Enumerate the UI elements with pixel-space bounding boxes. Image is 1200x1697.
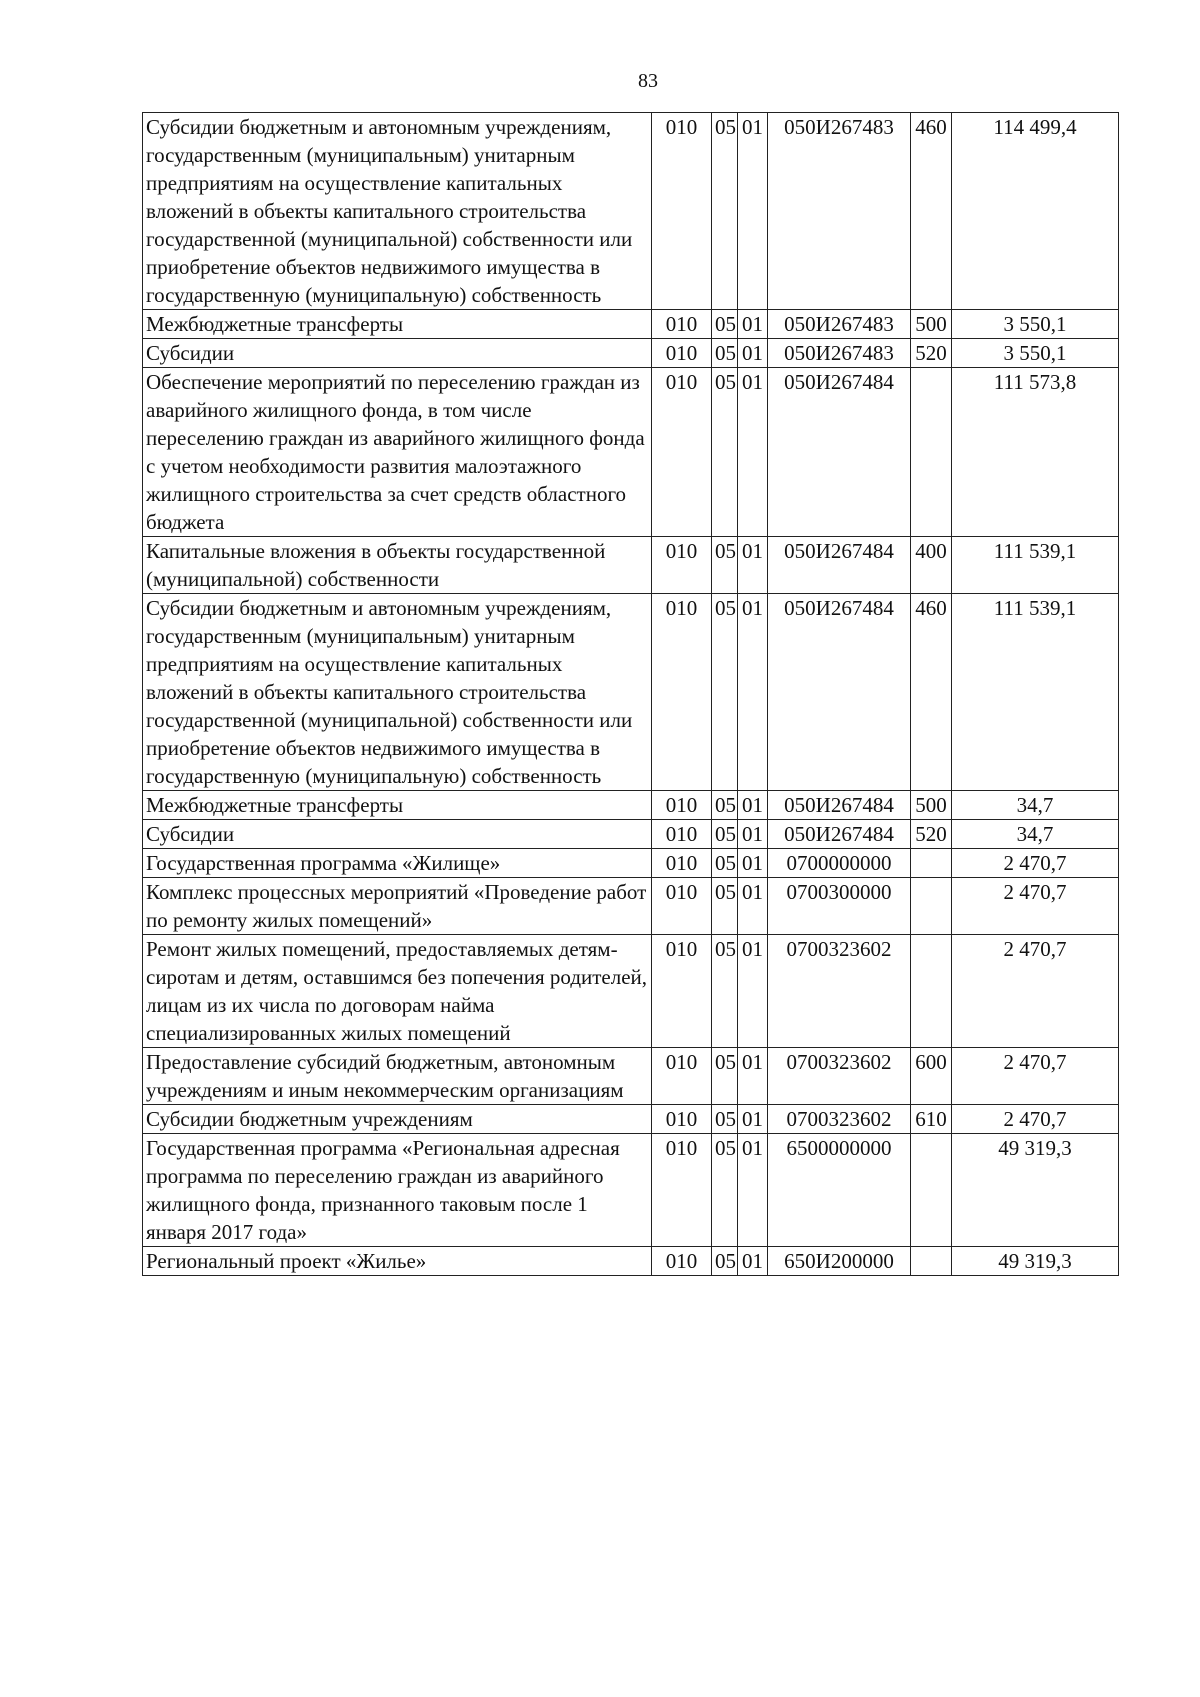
- section-code: 05: [712, 113, 738, 310]
- target-article-code: 0700323602: [768, 1048, 911, 1105]
- subsection-code: 01: [738, 113, 768, 310]
- section-code: 05: [712, 339, 738, 368]
- target-article-code: 050И267484: [768, 368, 911, 537]
- subsection-code: 01: [738, 849, 768, 878]
- subsection-code: 01: [738, 791, 768, 820]
- row-name: Капитальные вложения в объекты государственной (муниципальной) собственности: [143, 537, 652, 594]
- subsection-code: 01: [738, 935, 768, 1048]
- ministry-code: 010: [652, 820, 712, 849]
- row-name: Субсидии бюджетным и автономным учреждениям, государственным (муниципальным) унитарным предприятиям на осуществление капитальных вложений в объекты капитального строительства государственной (муниципальной) собственности или приобретение объектов недвижимого имущества в государственную (муниципальную) собственность: [143, 594, 652, 791]
- expense-type-code: [911, 935, 952, 1048]
- amount-value: 34,7: [952, 820, 1119, 849]
- ministry-code: 010: [652, 368, 712, 537]
- expense-type-code: 520: [911, 820, 952, 849]
- subsection-code: 01: [738, 537, 768, 594]
- section-code: 05: [712, 820, 738, 849]
- amount-value: 3 550,1: [952, 310, 1119, 339]
- row-name: Ремонт жилых помещений, предоставляемых детям-сиротам и детям, оставшимся без попечения родителей, лицам из их числа по договорам найма специализированных жилых помещений: [143, 935, 652, 1048]
- amount-value: 111 573,8: [952, 368, 1119, 537]
- amount-value: 2 470,7: [952, 878, 1119, 935]
- subsection-code: 01: [738, 368, 768, 537]
- target-article-code: 0700300000: [768, 878, 911, 935]
- amount-value: 2 470,7: [952, 849, 1119, 878]
- target-article-code: 0700323602: [768, 935, 911, 1048]
- row-name: Государственная программа «Жилище»: [143, 849, 652, 878]
- table-row: [143, 878, 1119, 935]
- table-row: [143, 1247, 1119, 1276]
- target-article-code: 050И267483: [768, 310, 911, 339]
- target-article-code: 050И267483: [768, 339, 911, 368]
- target-article-code: 050И267484: [768, 594, 911, 791]
- subsection-code: 01: [738, 1105, 768, 1134]
- section-code: 05: [712, 368, 738, 537]
- expense-type-code: 520: [911, 339, 952, 368]
- section-code: 05: [712, 791, 738, 820]
- target-article-code: 0700000000: [768, 849, 911, 878]
- page-number: 83: [638, 70, 658, 92]
- row-name: Межбюджетные трансферты: [143, 310, 652, 339]
- section-code: 05: [712, 1105, 738, 1134]
- amount-value: 111 539,1: [952, 594, 1119, 791]
- subsection-code: 01: [738, 310, 768, 339]
- target-article-code: 050И267484: [768, 791, 911, 820]
- amount-value: 114 499,4: [952, 113, 1119, 310]
- expense-type-code: 500: [911, 310, 952, 339]
- row-name: Обеспечение мероприятий по переселению граждан из аварийного жилищного фонда, в том числе переселению граждан из аварийного жилищного фонда с учетом необходимости развития малоэтажного жилищного строительства за счет средств областного бюджета: [143, 368, 652, 537]
- table-row: [143, 1048, 1119, 1105]
- section-code: 05: [712, 849, 738, 878]
- table-row: [143, 368, 1119, 537]
- table-row: [143, 113, 1119, 310]
- row-name: Субсидии: [143, 820, 652, 849]
- table-row: [143, 820, 1119, 849]
- expense-type-code: 460: [911, 594, 952, 791]
- ministry-code: 010: [652, 849, 712, 878]
- section-code: 05: [712, 1048, 738, 1105]
- expense-type-code: 460: [911, 113, 952, 310]
- target-article-code: 050И267484: [768, 820, 911, 849]
- subsection-code: 01: [738, 1048, 768, 1105]
- row-name: Субсидии: [143, 339, 652, 368]
- section-code: 05: [712, 310, 738, 339]
- subsection-code: 01: [738, 339, 768, 368]
- ministry-code: 010: [652, 594, 712, 791]
- table-row: [143, 791, 1119, 820]
- section-code: 05: [712, 1134, 738, 1247]
- target-article-code: 650И200000: [768, 1247, 911, 1276]
- budget-table: [142, 112, 1119, 1276]
- ministry-code: 010: [652, 113, 712, 310]
- section-code: 05: [712, 1247, 738, 1276]
- row-name: Региональный проект «Жилье»: [143, 1247, 652, 1276]
- row-name: Предоставление субсидий бюджетным, автономным учреждениям и иным некоммерческим организациям: [143, 1048, 652, 1105]
- ministry-code: 010: [652, 1105, 712, 1134]
- ministry-code: 010: [652, 1247, 712, 1276]
- amount-value: 49 319,3: [952, 1247, 1119, 1276]
- ministry-code: 010: [652, 339, 712, 368]
- table-row: [143, 1105, 1119, 1134]
- expense-type-code: 500: [911, 791, 952, 820]
- subsection-code: 01: [738, 594, 768, 791]
- expense-type-code: [911, 1247, 952, 1276]
- ministry-code: 010: [652, 1134, 712, 1247]
- ministry-code: 010: [652, 1048, 712, 1105]
- target-article-code: 6500000000: [768, 1134, 911, 1247]
- ministry-code: 010: [652, 935, 712, 1048]
- table-row: [143, 594, 1119, 791]
- row-name: Государственная программа «Региональная адресная программа по переселению граждан из аварийного жилищного фонда, признанного таковым после 1 января 2017 года»: [143, 1134, 652, 1247]
- ministry-code: 010: [652, 310, 712, 339]
- row-name: Субсидии бюджетным и автономным учреждениям, государственным (муниципальным) унитарным предприятиям на осуществление капитальных вложений в объекты капитального строительства государственной (муниципальной) собственности или приобретение объектов недвижимого имущества в государственную (муниципальную) собственность: [143, 113, 652, 310]
- expense-type-code: [911, 1134, 952, 1247]
- expense-type-code: [911, 368, 952, 537]
- section-code: 05: [712, 935, 738, 1048]
- table-row: [143, 537, 1119, 594]
- table-row: [143, 849, 1119, 878]
- expense-type-code: [911, 849, 952, 878]
- section-code: 05: [712, 878, 738, 935]
- amount-value: 34,7: [952, 791, 1119, 820]
- row-name: Комплекс процессных мероприятий «Проведение работ по ремонту жилых помещений»: [143, 878, 652, 935]
- table-row: [143, 310, 1119, 339]
- ministry-code: 010: [652, 537, 712, 594]
- target-article-code: 050И267483: [768, 113, 911, 310]
- amount-value: 2 470,7: [952, 1105, 1119, 1134]
- subsection-code: 01: [738, 1134, 768, 1247]
- amount-value: 3 550,1: [952, 339, 1119, 368]
- ministry-code: 010: [652, 878, 712, 935]
- table-row: [143, 935, 1119, 1048]
- subsection-code: 01: [738, 1247, 768, 1276]
- expense-type-code: 400: [911, 537, 952, 594]
- amount-value: 49 319,3: [952, 1134, 1119, 1247]
- row-name: Межбюджетные трансферты: [143, 791, 652, 820]
- section-code: 05: [712, 537, 738, 594]
- expense-type-code: 600: [911, 1048, 952, 1105]
- table-row: [143, 339, 1119, 368]
- section-code: 05: [712, 594, 738, 791]
- expense-type-code: 610: [911, 1105, 952, 1134]
- row-name: Субсидии бюджетным учреждениям: [143, 1105, 652, 1134]
- table-row: [143, 1134, 1119, 1247]
- amount-value: 2 470,7: [952, 935, 1119, 1048]
- amount-value: 2 470,7: [952, 1048, 1119, 1105]
- table-body: [143, 113, 1119, 1276]
- target-article-code: 050И267484: [768, 537, 911, 594]
- expense-type-code: [911, 878, 952, 935]
- amount-value: 111 539,1: [952, 537, 1119, 594]
- subsection-code: 01: [738, 878, 768, 935]
- target-article-code: 0700323602: [768, 1105, 911, 1134]
- ministry-code: 010: [652, 791, 712, 820]
- subsection-code: 01: [738, 820, 768, 849]
